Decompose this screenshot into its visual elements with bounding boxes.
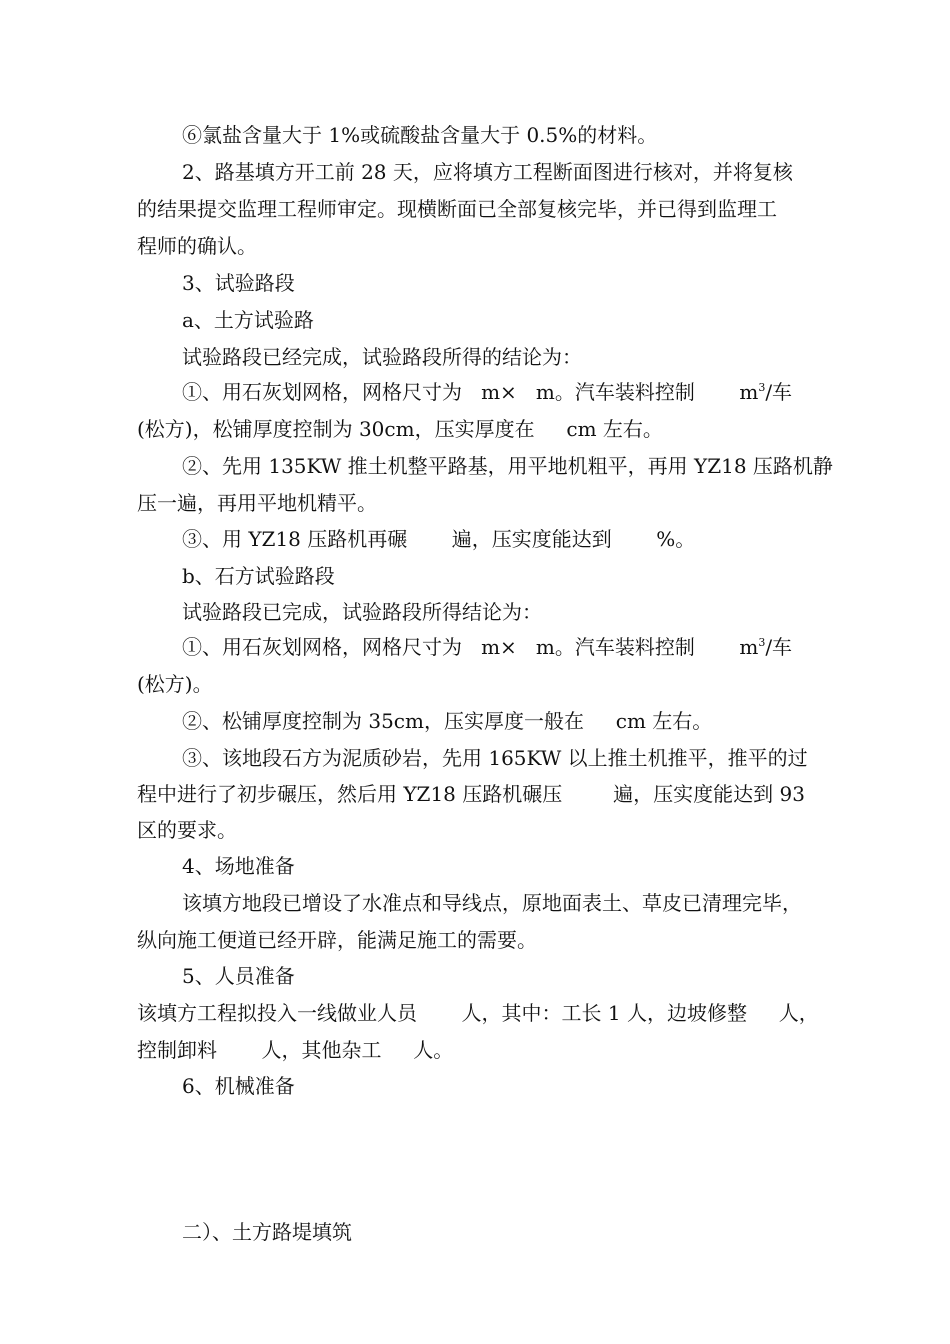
text-line: ③、该地段石方为泥质砂岩，先用 165KW 以上推土机推平，推平的过 [182, 746, 808, 770]
text-line: 该填方地段已增设了水准点和导线点，原地面表土、草皮已清理完毕， [182, 891, 802, 915]
section-heading: 4、场地准备 [182, 854, 295, 878]
text-line: ②、松铺厚度控制为 35cm，压实厚度一般在 cm 左右。 [182, 709, 713, 733]
text-line: ②、先用 135KW 推土机整平路基，用平地机粗平，再用 YZ18 压路机静 [182, 454, 833, 478]
text-line: (松方)。 [137, 672, 213, 696]
section-heading: 3、试验路段 [182, 271, 295, 295]
text-line: 该填方工程拟投入一线做业人员 人，其中：工长 1 人，边坡修整 人， [137, 1001, 819, 1025]
text-line: 程师的确认。 [137, 234, 257, 258]
text-line: (松方)，松铺厚度控制为 30cm，压实厚度在 cm 左右。 [137, 417, 663, 441]
subsection-heading: a、土方试验路 [182, 308, 314, 332]
text-line: ③、用 YZ18 压路机再碾 遍，压实度能达到 %。 [182, 527, 696, 551]
unit-suffix: /车 [765, 635, 793, 659]
text-segment: ①、用石灰划网格，网格尺寸为 m× m。汽车装料控制 m [182, 635, 759, 659]
text-line: 试验路段已完成，试验路段所得结论为： [182, 600, 542, 624]
text-line [182, 632, 792, 662]
superscript: 3 [758, 381, 766, 394]
text-line: 2、路基填方开工前 28 天，应将填方工程断面图进行核对，并将复核 [182, 160, 793, 184]
text-line: 纵向施工便道已经开辟，能满足施工的需要。 [137, 928, 537, 952]
section-heading: 5、人员准备 [182, 964, 295, 988]
section-heading: 二）、土方路堤填筑 [182, 1220, 352, 1244]
unit-suffix: /车 [765, 380, 793, 404]
subsection-heading: b、石方试验路段 [182, 564, 335, 588]
text-line: 试验路段已经完成，试验路段所得的结论为： [182, 345, 582, 369]
section-heading: 6、机械准备 [182, 1074, 295, 1098]
text-line: 压一遍，再用平地机精平。 [137, 491, 377, 515]
superscript: 3 [758, 636, 766, 649]
text-line [182, 377, 792, 407]
text-segment: ①、用石灰划网格，网格尺寸为 m× m。汽车装料控制 m [182, 380, 759, 404]
text-line: 区的要求。 [137, 818, 237, 842]
text-line: 程中进行了初步碾压，然后用 YZ18 压路机碾压 遍，压实度能达到 93 [137, 782, 805, 806]
text-line: ⑥氯盐含量大于 1%或硫酸盐含量大于 0.5%的材料。 [182, 123, 658, 147]
text-line: 的结果提交监理工程师审定。现横断面已全部复核完毕，并已得到监理工 [137, 197, 777, 221]
text-line: 控制卸料 人，其他杂工 人。 [137, 1038, 454, 1062]
